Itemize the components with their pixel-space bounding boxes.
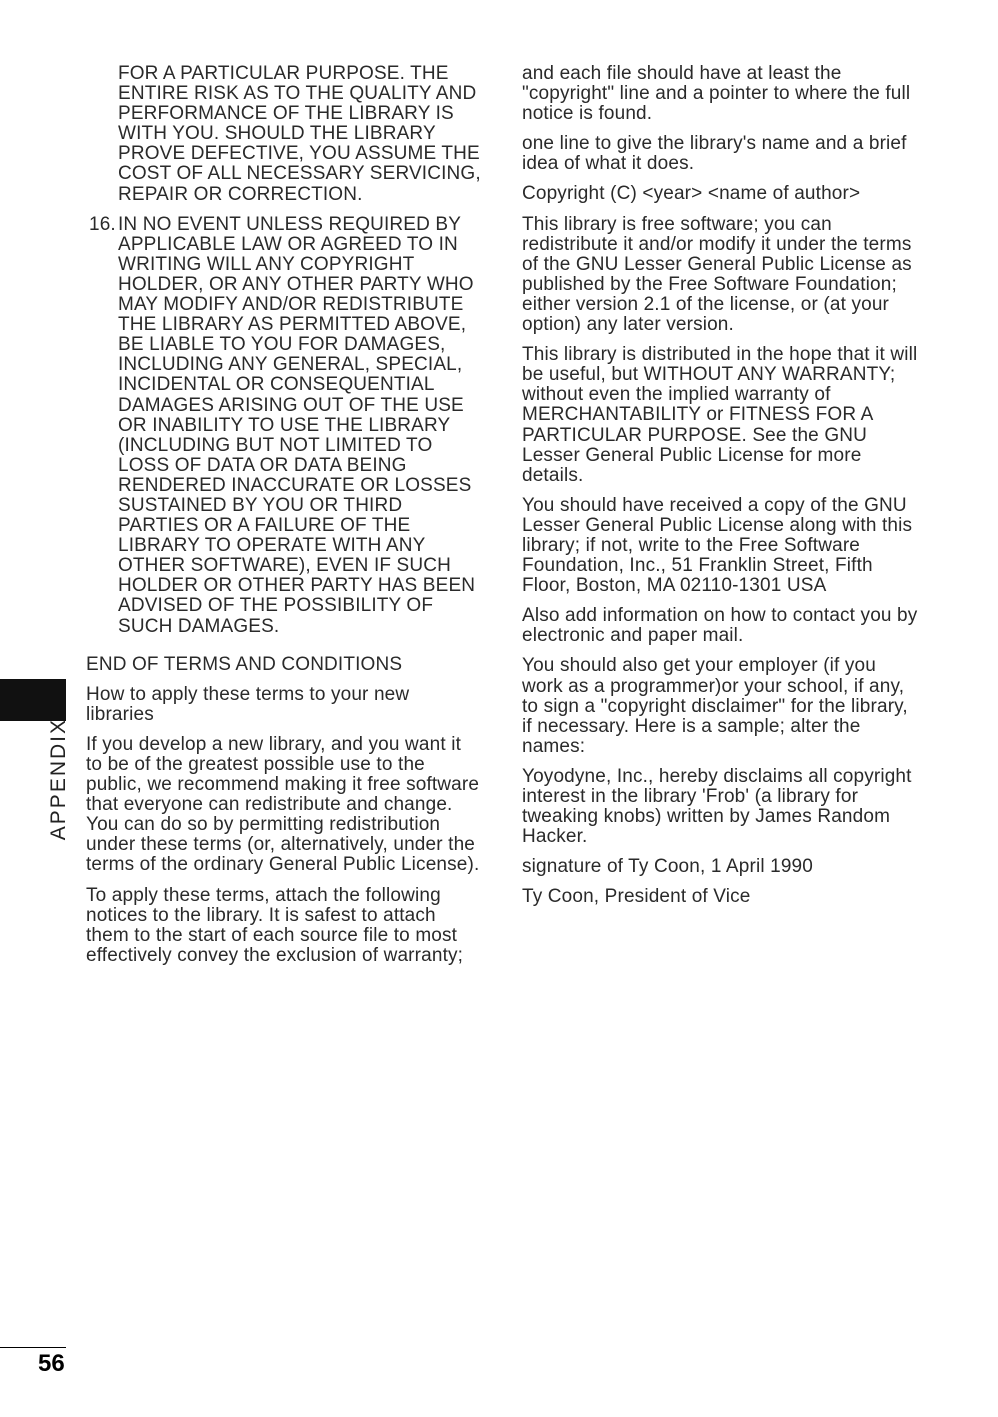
employer-paragraph: You should also get your employer (if you work as a programmer)or your school, if any, to sign a "copyright disclaimer" for the library, if necessary. Here is a sample; alter the names: [522,655,908,757]
yoyodyne-paragraph: Yoyodyne, Inc., hereby disclaims all copyright interest in the library 'Frob' (a library for tweaking knobs) written by James Random Hacker. [522,765,912,848]
left-column [86,64,482,976]
page-number: 56 [38,1350,65,1377]
received-copy-paragraph: You should have received a copy of the GNU Lesser General Public License along with this library; if not, write to the Free Software Foundation, Inc., 51 Franklin Street, Fifth Floor, Boston, MA 02110-1301 USA [522,494,913,597]
ty-coon-line: Ty Coon, President of Vice [522,886,751,908]
free-software-paragraph: This library is free software; you can redistribute it and/or modify it under the terms of the GNU Lesser General Public License as published by the Free Software Foundation; either version 2.1 of the license, or (at your option) any later version. [522,213,912,336]
develop-paragraph: If you develop a new library, and you want it to be of the greatest possible use to the public, we recommend making it free software that everyone can redistribute and change. You can do so by permitting redistribution under these terms (or, alternatively, under the terms of the ordinary General Public License). [86,733,480,876]
apply-paragraph: To apply these terms, attach the following notices to the library. It is safest to attach them to the start of each source file to most effectively convey the exclusion of warranty; [86,884,464,966]
clause-16 [89,213,482,637]
one-line-paragraph: one line to give the library's name and a brief idea of what it does. [522,133,907,175]
each-file-paragraph: and each file should have at least the "copyright" line and a pointer to where the full notice is found. [522,63,911,125]
clause-16-text: IN NO EVENT UNLESS REQUIRED BY APPLICABLE LAW OR AGREED TO IN WRITING WILL ANY COPYRIGHT HOLDER, OR ANY OTHER PARTY WHO MAY MODIFY AND/OR REDISTRIBUTE THE LIBRARY AS PERMITTED ABOVE, BE LIABLE TO YOU FOR DAMAGES, INCLUDING ANY GENERAL, SPECIAL, INCIDENTAL OR CONSEQUENTIAL DAMAGES ARISING OUT OF THE USE OR INABILITY TO USE THE LIBRARY (INCLUDING BUT NOT LIMITED TO LOSS OF DATA OR DATA BEING RENDERED INACCURATE OR LOSSES SUSTAINED BY YOU OR THIRD PARTIES OR A FAILURE OF THE LIBRARY TO OPERATE WITH ANY OTHER SOFTWARE), EVEN IF SUCH HOLDER OR OTHER PARTY HAS BEEN ADVISED OF THE POSSIBILITY OF SUCH DAMAGES. [118,213,476,637]
signature-line: signature of Ty Coon, 1 April 1990 [522,856,813,878]
appendix-label: APPENDIX [47,718,70,841]
clause-number: 16. [89,213,116,235]
how-to-apply-heading: How to apply these terms to your new libraries [86,683,410,725]
distributed-paragraph: This library is distributed in the hope that it will be useful, but WITHOUT ANY WARRANTY; without even the implied warranty of MERCHANTABILITY or FITNESS FOR A PARTICULAR PURPOSE. See the GNU Lesser General Public License for more details. [522,344,918,486]
footer-rule [0,1347,66,1348]
end-of-terms-heading: END OF TERMS AND CONDITIONS [86,653,403,675]
right-column [522,64,918,917]
warranty-continuation: FOR A PARTICULAR PURPOSE. THE ENTIRE RISK AS TO THE QUALITY AND PERFORMANCE OF THE LIBRARY IS WITH YOU. SHOULD THE LIBRARY PROVE DEFECTIVE, YOU ASSUME THE COST OF ALL NECESSARY SERVICING, REPAIR OR CORRECTION. [118,63,481,205]
copyright-line: Copyright (C) <year> <name of author> [522,183,861,205]
section-tab-marker [0,679,66,721]
section-tab-label [45,718,71,898]
contact-paragraph: Also add information on how to contact you by electronic and paper mail. [522,605,918,647]
